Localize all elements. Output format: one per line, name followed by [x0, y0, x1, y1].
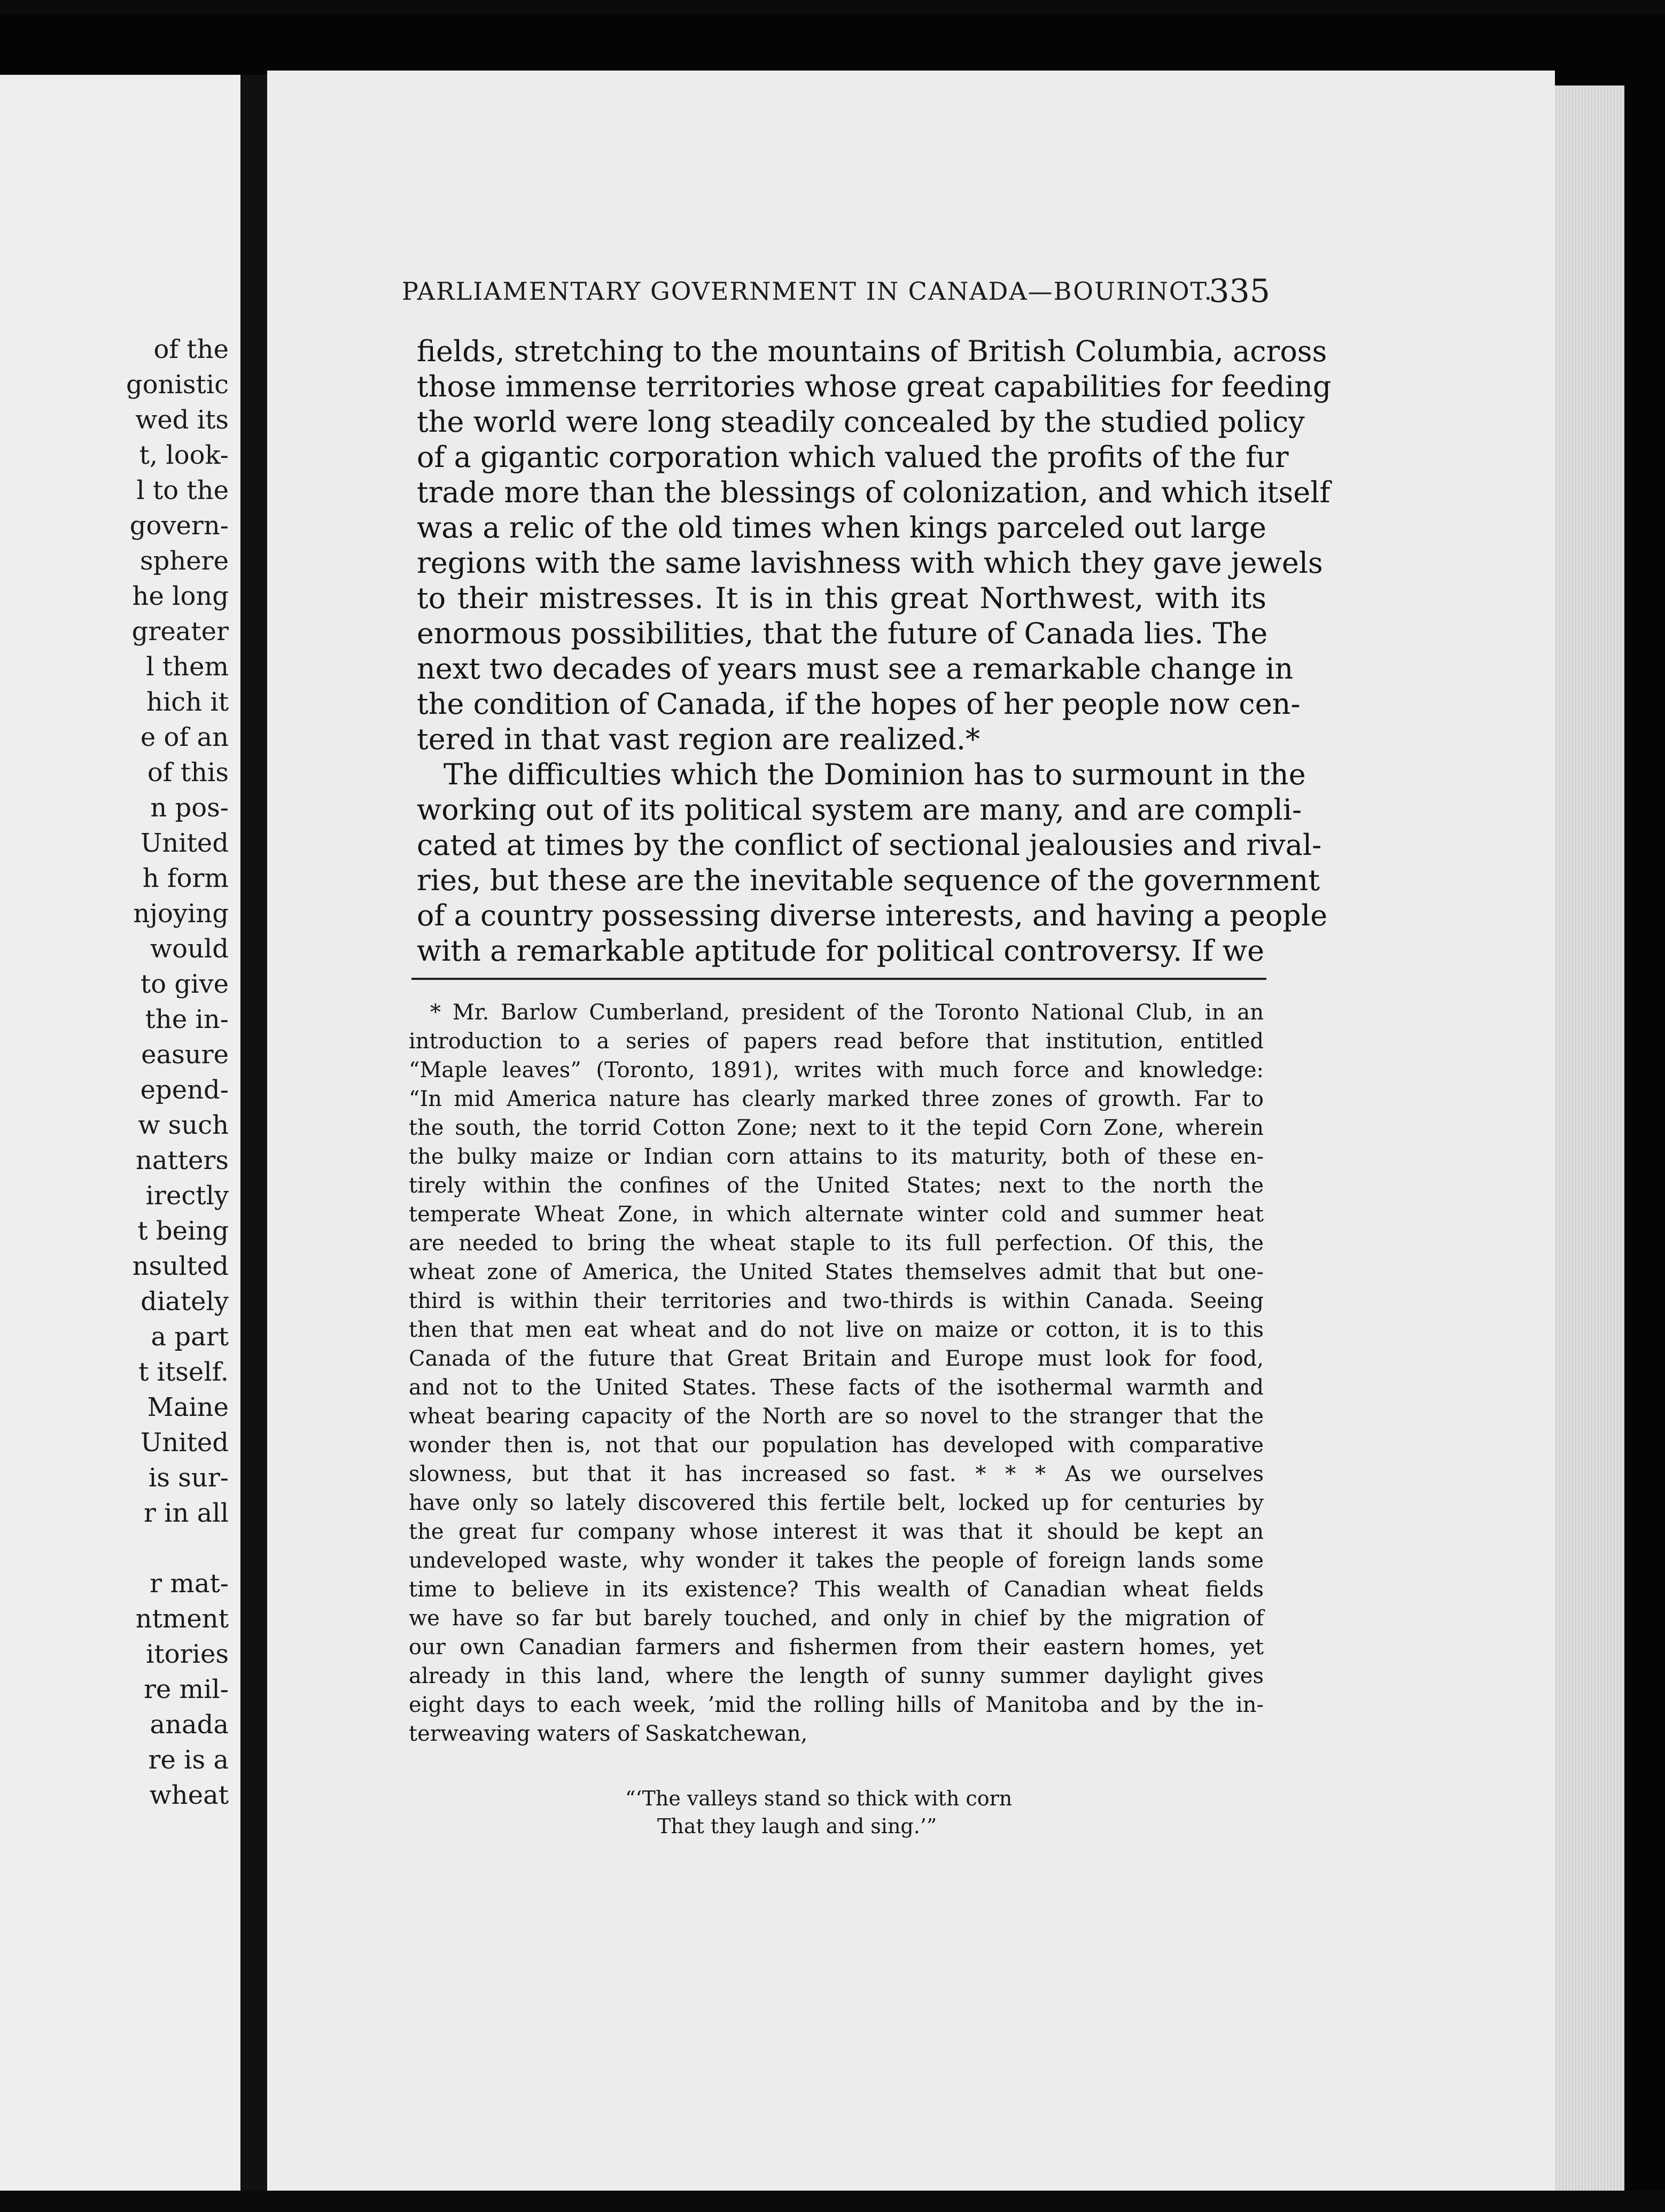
body-line: trade more than the blessings of colonization, and which itself	[417, 476, 1331, 509]
body-line: the condition of Canada, if the hopes of her people now cen-	[417, 687, 1301, 721]
left-page-line: njoying	[133, 899, 229, 929]
body-line: those immense territories whose great capabilities for feeding	[417, 370, 1332, 403]
left-page-line: diately	[141, 1287, 229, 1317]
footnote-line: undeveloped waste, why wonder it takes the people of foreign lands some	[409, 1548, 1264, 1573]
left-page-line: n pos-	[150, 793, 229, 823]
left-page-line: would	[150, 934, 229, 964]
footnote-line: temperate Wheat Zone, in which alternate winter cold and summer heat	[409, 1202, 1264, 1227]
left-page-line: natters	[135, 1146, 229, 1175]
left-page	[0, 75, 240, 2207]
footnote-line: “In mid America nature has clearly marked three zones of growth. Far to	[409, 1087, 1264, 1111]
page-edge	[1555, 85, 1624, 2201]
page-number: 335	[1209, 272, 1270, 310]
left-page-line: t, look-	[139, 440, 229, 470]
left-page-line: wed its	[135, 405, 229, 435]
left-page-line: l them	[146, 652, 229, 682]
left-page-line: irectly	[145, 1181, 229, 1211]
footnote-line: our own Canadian farmers and fishermen from their eastern homes, yet	[409, 1635, 1264, 1660]
left-page-line: anada	[150, 1710, 229, 1740]
left-page-line: t itself.	[138, 1357, 229, 1387]
left-page-line: to give	[140, 969, 229, 999]
left-page-line: r mat-	[150, 1569, 229, 1599]
left-page-line: is sur-	[149, 1463, 229, 1493]
body-line: ries, but these are the inevitable sequence of the government	[417, 863, 1320, 897]
left-page-line: gonistic	[126, 370, 229, 400]
footnote-line: the great fur company whose interest it was that it should be kept an	[409, 1520, 1264, 1544]
left-page-line: nsulted	[132, 1251, 229, 1281]
body-line: with a remarkable aptitude for political controversy. If we	[417, 934, 1265, 968]
left-page-line: ntment	[135, 1604, 229, 1634]
footnote-line: have only so lately discovered this fertile belt, locked up for centuries by	[409, 1491, 1264, 1515]
body-line: was a relic of the old times when kings parceled out large	[417, 511, 1266, 544]
left-page-line: h form	[142, 863, 229, 893]
footnote-line: introduction to a series of papers read before that institution, entitled	[409, 1029, 1264, 1054]
footnote	[409, 998, 1264, 1748]
footnote-line: eight days to each week, ’mid the rolling hills of Manitoba and by the in-	[409, 1693, 1264, 1717]
left-page-line: wheat	[149, 1780, 229, 1810]
footnote-line: wheat zone of America, the United States themselves admit that but one-	[409, 1260, 1264, 1284]
left-page-line: re is a	[148, 1745, 229, 1775]
footnote-line: third is within their territories and two-thirds is within Canada. Seeing	[409, 1289, 1264, 1313]
body-line: fields, stretching to the mountains of British Columbia, across	[417, 334, 1327, 368]
footnote-line: “Maple leaves” (Toronto, 1891), writes with much force and knowledge:	[409, 1058, 1264, 1082]
left-page-line: r in all	[143, 1498, 229, 1528]
left-page-line: epend-	[140, 1075, 229, 1105]
left-page-line: t being	[137, 1216, 229, 1246]
footnote-line: wonder then is, not that our population has developed with comparative	[409, 1433, 1264, 1458]
book-gutter	[240, 75, 267, 2207]
footnote-line: time to believe in its existence? This wealth of Canadian wheat fields	[409, 1577, 1264, 1602]
footnote-rule	[411, 978, 1266, 980]
left-page-line: United	[140, 828, 229, 858]
left-page-line: a part	[151, 1322, 229, 1352]
left-page-line: of the	[153, 334, 229, 364]
footnote-line: tirely within the confines of the United States; next to the north the	[409, 1173, 1264, 1198]
footnote-line: are needed to bring the wheat staple to its full perfection. Of this, the	[409, 1231, 1264, 1256]
footnote-line: wheat bearing capacity of the North are so novel to the stranger that the	[409, 1404, 1264, 1429]
verse-line: That they laugh and sing.’”	[657, 1814, 937, 1838]
footnote-line: Canada of the future that Great Britain and Europe must look for food,	[409, 1346, 1264, 1371]
footnote-line: and not to the United States. These facts of the isothermal warmth and	[409, 1375, 1264, 1400]
left-page-line: itories	[146, 1639, 229, 1669]
body-line: regions with the same lavishness with which they gave jewels	[417, 546, 1323, 580]
footnote-line: terweaving waters of Saskatchewan,	[409, 1722, 808, 1746]
footnote-line: slowness, but that it has increased so fast. * * * As we ourselves	[409, 1462, 1264, 1486]
body-line: working out of its political system are many, and are compli-	[417, 793, 1302, 827]
left-page-line: he long	[132, 581, 229, 611]
running-head	[402, 272, 1270, 310]
running-head-title: PARLIAMENTARY GOVERNMENT IN CANADA—BOURINOT.	[402, 277, 1213, 306]
body-line: next two decades of years must see a remarkable change in	[417, 652, 1294, 686]
body-line: of a country possessing diverse interests, and having a people	[417, 899, 1328, 932]
body-text	[417, 334, 1332, 969]
footnote-verse	[625, 1785, 1012, 1840]
left-page-line: the in-	[145, 1004, 229, 1034]
body-line: tered in that vast region are realized.*	[417, 722, 981, 756]
footnote-line: the south, the torrid Cotton Zone; next to it the tepid Corn Zone, wherein	[409, 1116, 1264, 1140]
left-page-line: re mil-	[143, 1674, 229, 1704]
footnote-line: already in this land, where the length of sunny summer daylight gives	[409, 1664, 1264, 1688]
left-page-line: United	[140, 1428, 229, 1458]
body-line: to their mistresses. It is in this great Northwest, with its	[417, 581, 1266, 615]
left-page-line: easure	[141, 1040, 229, 1070]
verse-line: “‘The valleys stand so thick with corn	[625, 1787, 1013, 1810]
left-page-line: of this	[147, 758, 229, 788]
left-page-line: w such	[138, 1110, 229, 1140]
left-page-line: govern-	[129, 511, 229, 541]
scan-bottom-border	[0, 2191, 1665, 2212]
body-line: the world were long steadily concealed by the studied policy	[417, 405, 1305, 439]
body-line: The difficulties which the Dominion has to surmount in the	[444, 758, 1306, 791]
body-line: of a gigantic corporation which valued the profits of the fur	[417, 440, 1289, 474]
left-page-line: hich it	[146, 687, 229, 717]
left-page-line: l to the	[136, 476, 229, 505]
left-page-line: Maine	[147, 1392, 229, 1422]
footnote-line: the bulky maize or Indian corn attains to its maturity, both of these en-	[409, 1144, 1264, 1169]
scan-top-border	[0, 0, 1665, 14]
footnote-line: we have so far but barely touched, and only in chief by the migration of	[409, 1606, 1264, 1631]
body-line: cated at times by the conflict of sectional jealousies and rival-	[417, 828, 1322, 862]
footnote-line: then that men eat wheat and do not live on maize or cotton, it is to this	[409, 1318, 1264, 1342]
left-page-line: greater	[131, 617, 229, 647]
footnote-line: * Mr. Barlow Cumberland, president of the Toronto National Club, in an	[430, 1000, 1264, 1025]
left-page-line: sphere	[139, 546, 229, 576]
left-page-line: e of an	[140, 722, 229, 752]
body-line: enormous possibilities, that the future of Canada lies. The	[417, 617, 1268, 650]
